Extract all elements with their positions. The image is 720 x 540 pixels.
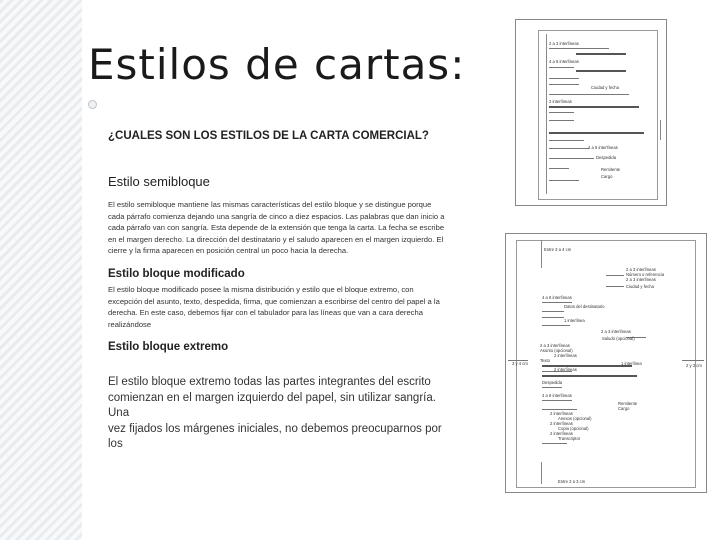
right-margin-arrow <box>682 360 704 361</box>
text-line-mark <box>549 48 609 49</box>
bottom-margin-arrow <box>541 462 542 484</box>
text-line-mark <box>549 78 579 79</box>
text-line-mark <box>549 84 579 85</box>
diagram-label: 2 interlíneas <box>554 353 577 358</box>
diagram-label: Número o referencia <box>626 272 665 277</box>
text-line: derecha. En este caso, debemos fijar con el tabulador para las líneas que van a cara derecha <box>108 308 423 318</box>
section-text-semibloque <box>108 199 453 257</box>
diagram-label: Saludo (opcional) <box>602 336 635 341</box>
text-line-mark <box>549 180 579 181</box>
text-line: realizándose <box>108 319 152 329</box>
diagram-label: Cargo <box>618 406 630 411</box>
diagram-label: Despedida <box>542 380 563 385</box>
diagram-label: Cargo <box>601 174 613 179</box>
text-line-mark <box>606 275 624 276</box>
text-line-mark <box>549 120 574 121</box>
text-line-mark <box>542 409 577 410</box>
diagram-label: Remitente <box>618 401 638 406</box>
text-line-mark <box>549 106 639 108</box>
section-text-bloque-extremo <box>108 375 446 453</box>
letter-page-outline <box>538 30 658 200</box>
text-line: El estilo semibloque mantiene las mismas características del estilo bloque y se distingue porque <box>108 200 432 209</box>
slide-title: Estilos de cartas: <box>88 40 466 89</box>
diagram-label: Remitente <box>601 167 621 172</box>
content-heading: ¿CUALES SON LOS ESTILOS DE LA CARTA COMERCIAL? <box>108 130 429 142</box>
section-title-bloque-extremo: Estilo bloque extremo <box>108 341 229 353</box>
diagram-label: Copia (opcional) <box>558 426 589 431</box>
diagram-label: 1 interlínea <box>621 361 642 366</box>
text-line-mark <box>549 94 629 95</box>
diagram-label: 2 a 3 interlíneas <box>626 277 656 282</box>
text-line-mark <box>542 387 562 388</box>
diagram-label: Asunto (opcional) <box>540 348 573 353</box>
text-line: excepción del asunto, texto, despedida, firma, que comienzan a escribirse del centro del papel a la <box>108 296 440 306</box>
text-line-mark <box>549 112 574 113</box>
diagram-label: 4 a 5 interlíneas <box>588 145 618 150</box>
section-text-bloque-modificado <box>108 284 453 330</box>
text-line-mark <box>549 148 589 149</box>
diagram-label: Ciudad y fecha <box>591 85 619 90</box>
margin-right-label: 2 y 3 cm <box>686 363 702 368</box>
diagram-label: Despedida <box>596 155 617 160</box>
diagram-label: 2 a 3 interlíneas <box>626 267 656 272</box>
section-title-bloque-modificado: Estilo bloque modificado <box>108 268 245 280</box>
text-line-mark <box>549 158 594 159</box>
diagram-label: Ciudad y fecha <box>626 284 654 289</box>
diagram-label: 2 interlíneas <box>550 411 573 416</box>
diagram-label: 2 a 3 interlíneas <box>540 343 570 348</box>
diagram-label: Transcriptor <box>558 436 581 441</box>
letter-page-outline <box>516 240 696 488</box>
diagram-label: 2 interlíneas <box>549 99 572 104</box>
text-line: El estilo bloque extremo todas las partes integrantes del escrito <box>108 376 431 388</box>
text-line: El estilo bloque modificado posee la misma distribución y estilo que el bloque extremo, con <box>108 285 414 294</box>
text-line-mark <box>549 132 644 134</box>
diagram-label: 2 interlíneas <box>550 431 573 436</box>
text-line: cierre y la firma aparecen en posición central un poco hacia la derecha. <box>108 246 349 256</box>
margin-left-label: 3 y 4 cm <box>512 361 528 366</box>
text-line-mark <box>542 443 567 444</box>
diagram-label: 2 interlíneas <box>550 421 573 426</box>
bullet-marker <box>88 100 97 109</box>
text-line: vez fijados los márgenes iniciales, no debemos preocuparnos por los <box>108 422 442 451</box>
text-line-mark <box>542 325 570 326</box>
diagram-label: Anexos (opcional) <box>558 416 592 421</box>
text-line-mark <box>549 67 574 68</box>
text-line: cada párrafo comienza dejando una sangría de cinco a diez espacios. Las palabras que dan inicio a <box>108 211 445 221</box>
text-line-mark <box>542 375 637 377</box>
margin-bottom-label: Entre 2 a 3 cm <box>558 479 586 484</box>
letter-diagram-top-image <box>515 19 667 206</box>
text-line: cada párrafo van con sangría. Esta depende de la extensión que tenga la carta. La fecha se escribe <box>108 223 445 233</box>
diagram-label: 4 a 6 interlíneas <box>542 295 572 300</box>
text-line-mark <box>549 140 584 141</box>
text-line-mark <box>576 53 626 55</box>
text-line: comienzan en el margen izquierdo del papel, sin utilizar sangría. Una <box>108 391 436 420</box>
diagram-label: 4 a 6 interlíneas <box>549 59 579 64</box>
section-title-semibloque: Estilo semibloque <box>108 174 210 189</box>
margin-top-label: Entre 3 a 4 cm <box>544 247 572 252</box>
diagram-label: 2 a 3 interlíneas <box>601 329 631 334</box>
letter-diagram-bottom-image <box>505 233 707 493</box>
diagram-label: Datos del destinatario <box>564 304 605 309</box>
text-line-mark <box>542 311 564 312</box>
text-line-mark <box>576 70 626 72</box>
diagram-label: 4 a 6 interlíneas <box>542 393 572 398</box>
text-line-mark <box>542 317 564 318</box>
margin-guide <box>546 34 547 194</box>
text-line: en el margen derecho. La dirección del destinatario y el saludo aparecen en el margen izquierdo. El <box>108 234 444 244</box>
top-margin-arrow <box>541 240 542 268</box>
diagram-label: Texto <box>540 358 551 363</box>
diagram-label: 2 interlíneas <box>554 367 577 372</box>
text-line-mark <box>549 168 569 169</box>
text-line-mark <box>542 400 572 401</box>
diagram-label: 1 interlínea <box>564 318 585 323</box>
text-line-mark <box>542 302 572 303</box>
text-line-mark <box>606 286 624 287</box>
diagram-label: 2 a 3 interlíneas <box>549 41 579 46</box>
margin-guide <box>660 120 661 140</box>
decorative-stripe-panel <box>0 0 82 540</box>
